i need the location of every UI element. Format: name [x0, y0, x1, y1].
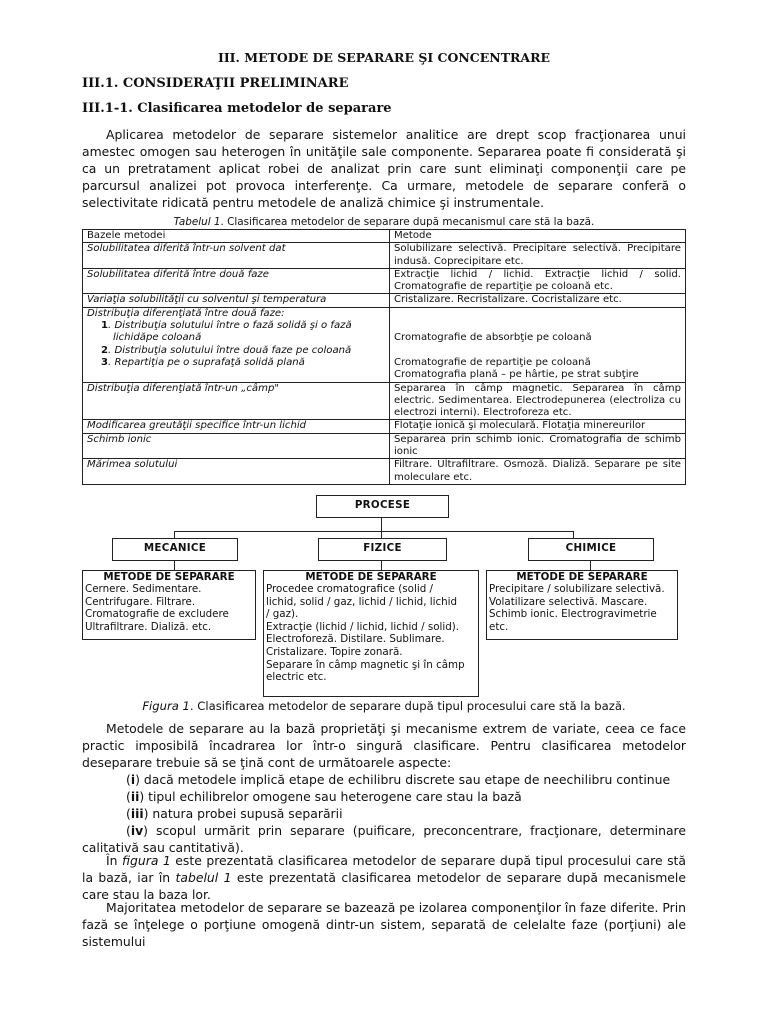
table-cell-methods [390, 307, 686, 382]
distribution-item-num: 2 [101, 344, 109, 356]
figure-caption [82, 699, 686, 713]
distribution-item [87, 345, 385, 357]
connector-line [381, 560, 382, 570]
distribution-item-num: 1 [101, 320, 109, 332]
figure-caption-text: . Clasificarea metodelor de separare după tipul procesului care stă la bază. [189, 699, 626, 713]
connector-line [381, 531, 382, 538]
table-reference: tabelul 1 [175, 870, 232, 885]
list-item-mark: i [130, 772, 136, 787]
methods-box-line: Procedee cromatografice (solid / [266, 583, 433, 595]
list-item-mark: iii [130, 806, 144, 821]
list-item-text: tipul echilibrelor omogene sau heterogene care stau la bază [144, 789, 522, 804]
methods-box-fizice [263, 570, 479, 697]
table-cell-basis: Solubilitatea diferită într-un solvent dat [83, 243, 390, 269]
body-text: este prezentată clasificarea metodelor de separare după mecanismele care stau la baza lor. [82, 870, 686, 902]
connector-line [174, 531, 574, 532]
methods-box-title: METODE DE SEPARARE [305, 571, 437, 583]
methods-box-line: electric etc. [266, 671, 327, 684]
diagram-root-box: PROCESE [316, 495, 449, 518]
table-row [83, 268, 686, 294]
table-row-distribution [83, 307, 686, 382]
list-item: (ii) tipul echilibrelor omogene sau heterogene care stau la bază [126, 789, 522, 804]
chapter-heading: III. METODE DE SEPARARE ŞI CONCENTRARE [217, 50, 551, 65]
intro-paragraph: Aplicarea metodelor de separare sistemelor analitice are drept scop fracţionarea unui amestec omogen sau heterogen în unităţile sale componente. Separarea poate fi considerată şi ca un pretratament aplicat robei de analizat prin care sunt eliminaţi componenţii care pe parcursul analizei pot provoca interferenţe. Ca urmare, metodele de separare conferă o selectivitate ridicată pentru metodele de analiză chimice şi instrumentale. [82, 127, 686, 210]
connector-line [573, 531, 574, 538]
table-row [83, 420, 686, 433]
table-header-methods: Metode [390, 230, 686, 243]
table-row [83, 382, 686, 420]
methods-box-line: Cromatografie de excludere [85, 608, 229, 621]
list-item-mark: ii [130, 789, 140, 804]
table-cell-basis: Variaţia solubilităţii cu solventul şi temperatura [83, 294, 390, 307]
methods-box-title: METODE DE SEPARARE [516, 571, 648, 583]
table-cell-basis: Solubilitatea diferită între două faze [83, 268, 390, 294]
list-item: (i) dacă metodele implică etape de echilibru discrete sau etape de neechilibru continue [126, 772, 671, 787]
body-paragraph: Majoritatea metodelor de separare se bazează pe izolarea componenţilor în faze diferite. Prin fază se înţelege o porţiune omogenă dintr-un sistem, separată de celelalte faze (porţiuni) ale sistemului [82, 900, 686, 949]
section-heading: III.1. CONSIDERAŢII PRELIMINARE [82, 76, 349, 91]
list-item-text: natura probei supusă separării [148, 806, 343, 821]
diagram-branch-mecanice: MECANICE [112, 538, 238, 561]
methods-box-title: METODE DE SEPARARE [103, 571, 235, 583]
table-cell-basis [83, 307, 390, 382]
list-item-text: scopul urmărit prin separare (puificare, preconcentrare, fracţionare, determinare calitativă sau cantitativă). [82, 823, 686, 855]
body-text: În [106, 853, 122, 868]
distribution-method: Cromatografie de repartiţie pe coloană [394, 356, 591, 368]
figure-reference: figura 1 [122, 853, 171, 868]
table-cell-basis: Mărimea solutului [83, 459, 390, 485]
methods-box-line: Centrifugare. Filtrare. [85, 595, 196, 608]
methods-box-line: Cristalizare. Topire zonară. [266, 645, 403, 658]
distribution-method: Cromatografia plană – pe hârtie, pe strat subţire [394, 369, 639, 381]
table-caption-label: Tabelul 1 [173, 216, 221, 228]
distribution-method: Cromatografie de absorbţie pe coloană [394, 332, 592, 344]
diagram-branch-fizice: FIZICE [318, 538, 447, 561]
methods-box-line: / gaz). [266, 608, 299, 621]
methods-box-mecanice [82, 570, 256, 640]
table-row [83, 459, 686, 485]
list-item: (iii) natura probei supusă separării [126, 806, 343, 821]
distribution-sublist [87, 320, 385, 369]
distribution-item-num: 3 [101, 356, 109, 368]
methods-table [82, 229, 686, 485]
body-paragraph [82, 852, 686, 903]
table-row [83, 433, 686, 459]
methods-box-line: Separare în câmp magnetic şi în câmp [266, 658, 465, 671]
table-cell-methods: Solubilizare selectivă. Precipitare selectivă. Precipitare indusă. Coprecipitare etc. [390, 243, 686, 269]
table-caption [82, 216, 686, 228]
table-cell-methods: Separarea în câmp magnetic. Separarea în câmp electric. Sedimentarea. Electrodepunerea (electroliza cu electrozi interni). Electroforeza etc. [390, 382, 686, 420]
connector-line [174, 560, 175, 570]
body-paragraph: Metodele de separare au la bază proprietăţi şi mecanisme extrem de variate, ceea ce face practic imposibilă încadrarea lor într-o singură clasificare. Pentru clasificarea metodelor deseparare trebuie să se ţină cont de următoarele aspecte: [82, 721, 686, 770]
distribution-item-text: . Distribuţia solutului între o fază solidă şi o fază lichidăpe coloană [108, 320, 352, 344]
distribution-heading: Distribuţia diferenţiată între două faze: [87, 307, 285, 319]
table-cell-basis: Modificarea greutăţii specifice într-un lichid [83, 420, 390, 433]
methods-box-chimice [486, 570, 678, 640]
list-item-text: dacă metodele implică etape de echilibru discrete sau etape de neechilibru continue [139, 772, 671, 787]
table-cell-methods: Extracţie lichid / lichid. Extracţie lichid / solid. Cromatografie de repartiţie pe coloană etc. [390, 268, 686, 294]
diagram-branch-chimice: CHIMICE [528, 538, 654, 561]
table-cell-methods: Filtrare. Ultrafiltrare. Osmoză. Dializă. Separare pe site moleculare etc. [390, 459, 686, 485]
table-cell-basis: Schimb ionic [83, 433, 390, 459]
methods-box-line: Cernere. Sedimentare. [85, 583, 202, 595]
list-item: (iv) scopul urmărit prin separare (puificare, preconcentrare, fracţionare, determinare calitativă sau cantitativă). [82, 823, 686, 855]
table-row [83, 243, 686, 269]
table-cell-basis: Distribuţia diferenţiată într-un „câmp" [83, 382, 390, 420]
connector-line [174, 531, 175, 538]
connector-line [381, 517, 382, 531]
distribution-item-text: . Distribuţia solutului între două faze pe coloană [108, 344, 352, 356]
distribution-item [87, 320, 385, 345]
body-text: este prezentată clasificarea metodelor de separare după tipul procesului care stă la bază, iar în [82, 853, 686, 885]
connector-line [590, 560, 591, 570]
table-header-row [83, 230, 686, 243]
list-item-mark: iv [130, 823, 144, 838]
table-row [83, 294, 686, 307]
methods-box-line: Volatilizare selectivă. Mascare. [489, 595, 648, 608]
methods-box-line: Extracţie (lichid / lichid, lichid / solid). [266, 620, 460, 633]
methods-box-line: Electroforeză. Distilare. Sublimare. [266, 633, 445, 646]
table-cell-methods: Separarea prin schimb ionic. Cromatografia de schimb ionic [390, 433, 686, 459]
methods-box-line: Ultrafiltrare. Dializă. etc. [85, 620, 212, 633]
table-caption-text: . Clasificarea metodelor de separare după mecanismul care stă la bază. [220, 216, 595, 228]
figure-caption-label: Figura 1 [142, 699, 190, 713]
subsection-heading: III.1-1. Clasificarea metodelor de separare [82, 101, 392, 116]
distribution-item [87, 357, 385, 369]
methods-box-line: lichid, solid / gaz, lichid / lichid, lichid [266, 595, 458, 608]
methods-box-line: Schimb ionic. Electrogravimetrie [489, 608, 657, 621]
distribution-item-text: . Repartiţia pe o suprafaţă solidă plană [108, 356, 305, 368]
table-cell-methods: Cristalizare. Recristalizare. Cocristalizare etc. [390, 294, 686, 307]
methods-box-line: Precipitare / solubilizare selectivă. [489, 583, 665, 595]
table-header-basis: Bazele metodei [83, 230, 390, 243]
table-cell-methods: Flotaţie ionică şi moleculară. Flotaţia minereurilor [390, 420, 686, 433]
methods-box-line: etc. [489, 620, 509, 633]
